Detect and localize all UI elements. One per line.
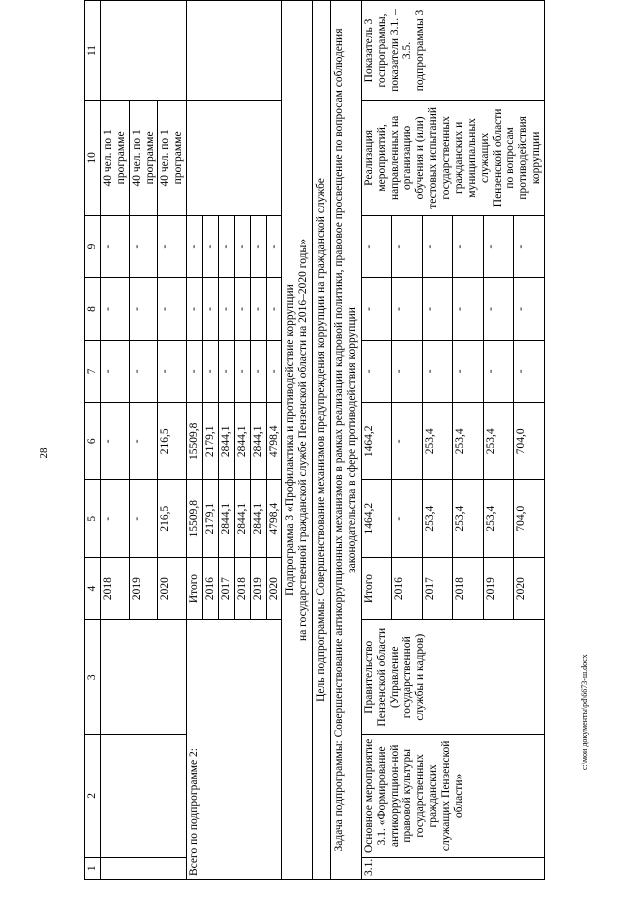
value-cell: - [361,340,392,402]
year-cell: Итого [187,557,203,619]
result-cell: 40 чел. по 1 программе [100,100,129,215]
header-cell: 11 [85,1,101,101]
value-cell: 2844,1 [234,403,250,480]
value-cell: - [361,278,392,340]
year-cell: 2017 [218,557,234,619]
value-cell: - [483,215,514,277]
value-cell: - [234,340,250,402]
year-cell: 2019 [129,557,158,619]
value-cell: - [129,278,158,340]
value-cell: 2844,1 [218,403,234,480]
value-cell: 15509,8 [187,403,203,480]
value-cell: - [158,278,187,340]
subprogram-title-line: на государственной гражданской службе Пензенской области на 2016–2020 годы» [297,239,310,641]
value-cell: 2844,1 [250,480,266,557]
subprogram-title-line: Подпрограмма 3 «Профилактика и противодействие коррупции [284,284,297,596]
subprogram-title-row [282,1,313,880]
value-cell: 4798,4 [266,403,282,480]
value-cell: - [218,215,234,277]
value-cell: - [203,340,219,402]
value-cell: 216,5 [158,403,187,480]
value-cell: - [129,340,158,402]
value-cell: - [187,340,203,402]
subprogram-title [282,1,313,880]
measure-name: Основное мероприятие 3.1. «Формирование антикоррупцион-ной правовой культуры государственных гражданских служащих Пензенской области» [361,735,544,857]
year-cell: 2020 [158,557,187,619]
year-cell: 2020 [514,557,545,619]
year-cell: 2016 [392,557,423,619]
value-cell: 253,4 [483,480,514,557]
year-cell: 2018 [100,557,129,619]
value-cell: 2844,1 [218,480,234,557]
header-cell: 2 [85,735,101,857]
year-cell: 2016 [203,557,219,619]
header-cell: 6 [85,403,101,480]
value-cell: - [203,215,219,277]
subprogram-task: Задача подпрограммы: Совершенствование антикоррупционных механизмов в рамках реализации кадровой политики, правовое просвещение по вопросам соблюдения законодательства в сфере противодействия коррупции [331,1,362,880]
value-cell: 2179,1 [203,480,219,557]
value-cell: - [392,340,423,402]
header-row [85,1,101,880]
value-cell: 216,5 [158,480,187,557]
goal-row [313,1,331,880]
value-cell: - [422,340,453,402]
measure-executor: Правительство Пензенской области (Управление государственной службы и кадров) [361,620,544,735]
value-cell: - [453,278,484,340]
value-cell: - [266,215,282,277]
value-cell: - [187,215,203,277]
value-cell: - [392,215,423,277]
value-cell: - [483,278,514,340]
value-cell: - [218,278,234,340]
value-cell: - [453,215,484,277]
value-cell: 253,4 [453,403,484,480]
value-cell: - [422,278,453,340]
header-cell: 3 [85,620,101,735]
year-cell: 2019 [483,557,514,619]
year-cell: 2018 [453,557,484,619]
header-cell: 7 [85,340,101,402]
value-cell: - [218,340,234,402]
value-cell: - [158,215,187,277]
header-cell: 1 [85,857,101,879]
value-cell: - [250,278,266,340]
value-cell: - [422,215,453,277]
year-cell: 2017 [422,557,453,619]
value-cell: 704,0 [514,403,545,480]
value-cell: - [129,215,158,277]
subtotal-label: Всего по подпрограмме 2: [187,620,282,880]
value-cell: - [514,340,545,402]
subtotal-row [187,1,203,880]
measure-number: 3.1. [361,857,544,879]
year-cell: 2020 [266,557,282,619]
value-cell: 1464,2 [361,403,392,480]
value-cell: - [129,480,158,557]
header-cell: 9 [85,215,101,277]
value-cell: 253,4 [422,403,453,480]
value-cell: 2179,1 [203,403,219,480]
subprogram-goal: Цель подпрограммы: Совершенствование механизмов предупреждения коррупции на гражданской службе [313,1,331,880]
value-cell: 704,0 [514,480,545,557]
value-cell: - [514,278,545,340]
year-cell: Итого [361,557,392,619]
result-cell: 40 чел. по 1 программе [158,100,187,215]
value-cell: - [392,278,423,340]
value-cell: - [483,340,514,402]
value-cell: - [453,340,484,402]
value-cell: - [266,278,282,340]
value-cell: - [100,215,129,277]
value-cell: - [514,215,545,277]
value-cell: - [129,403,158,480]
value-cell: 1464,2 [361,480,392,557]
value-cell: - [250,215,266,277]
header-cell: 4 [85,557,101,619]
measure-indicator: Показатель 3 госпрограммы, показатели 3.1. – 3.5. подпрограммы 3 [361,1,544,101]
header-cell: 8 [85,278,101,340]
page-number: 28 [38,447,50,459]
header-cell: 5 [85,480,101,557]
measure-row [361,1,392,880]
value-cell: - [158,340,187,402]
value-cell: 4798,4 [266,480,282,557]
year-cell: 2019 [250,557,266,619]
header-cell: 10 [85,100,101,215]
value-cell: 253,4 [453,480,484,557]
value-cell: - [234,278,250,340]
value-cell: 15509,8 [187,480,203,557]
value-cell: - [234,215,250,277]
table-row [100,1,129,880]
value-cell: - [266,340,282,402]
measure-result: Реализация мероприятий, направленных на организацию обучения и (или) тестовых испытаний государственных гражданских и муниципальных служащих Пензенской области по вопросам противодействия коррупции [361,100,544,215]
rotated-table-sheet [84,0,584,880]
value-cell: - [100,403,129,480]
value-cell: - [100,480,129,557]
result-cell: 40 чел. по 1 программе [129,100,158,215]
value-cell: - [392,480,423,557]
value-cell: - [203,278,219,340]
task-row [331,1,362,880]
value-cell: 253,4 [422,480,453,557]
value-cell: - [100,340,129,402]
value-cell: - [392,403,423,480]
value-cell: - [361,215,392,277]
program-table [84,0,545,880]
value-cell: 2844,1 [234,480,250,557]
value-cell: - [187,278,203,340]
value-cell: - [100,278,129,340]
footer-file-path: c:\мои документы\pd\6673-ш.docx [580,654,589,770]
value-cell: - [250,340,266,402]
value-cell: 2844,1 [250,403,266,480]
year-cell: 2018 [234,557,250,619]
value-cell: 253,4 [483,403,514,480]
